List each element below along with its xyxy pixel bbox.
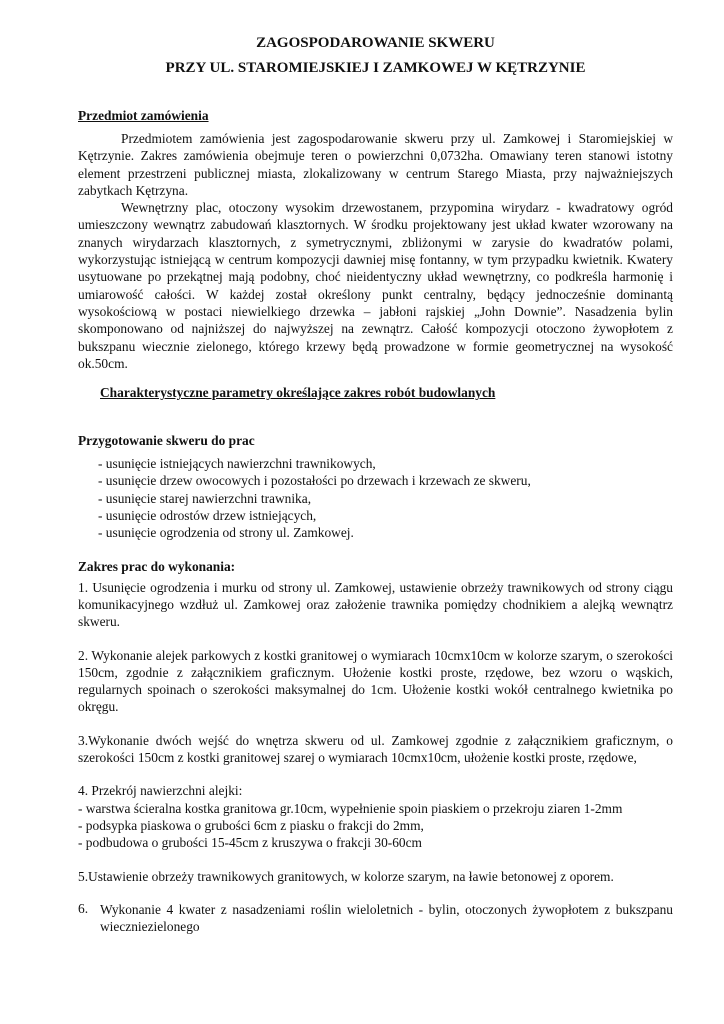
work-item-5 bbox=[78, 868, 673, 885]
work-item-1-text: 1. Usunięcie ogrodzenia i murku od strony ul. Zamkowej, ustawienie obrzeży trawnikowych od strony ciągu komunikacyjnego wzdłuż ul. Zamkowej oraz założenie trawnika pomiędzy chodnikiem a alejką wewnątrz skweru. bbox=[78, 579, 673, 630]
work-item-4 bbox=[78, 782, 673, 851]
work-item-2-text: 2. Wykonanie alejek parkowych z kostki granitowej o wymiarach 10cmx10cm w kolorze szarym, o szerokości 150cm, zgodnie z załącznikiem graficznym. Ułożenie kostki proste, rzędowe, bez wzoru o wąskich, regularnych spoinach o szerokości maksymalnej do 1cm. Ułożenie kostki wokół centralnego kwietnika po okręgu. bbox=[78, 647, 673, 715]
document-page bbox=[78, 28, 673, 935]
work-item-4-line: - podbudowa o grubości 15-45cm z kruszywa o frakcji 30-60cm bbox=[78, 835, 422, 851]
paragraph-przedmiot-1: Przedmiotem zamówienia jest zagospodarowanie skweru przy ul. Zamkowej i Staromiejskiej w Kętrzynie. Zakres zamówienia obejmuje teren o powierzchni 0,0732ha. Omawiany teren stanowi istotny element przestrzeni publicznej miasta, zlokalizowany w centrum Starego Miasta, przy najważniejszych zabytkach Kętrzyna. bbox=[78, 131, 673, 198]
work-item-6 bbox=[78, 901, 673, 936]
work-item-6-number: 6. bbox=[78, 900, 89, 916]
section-heading-zakres: Zakres prac do wykonania: bbox=[78, 558, 236, 574]
work-item-6-text: Wykonanie 4 kwater z nasadzeniami roślin wieloletnich - bylin, otoczonych żywopłotem z bukszpanu wieczniezielonego bbox=[100, 901, 673, 935]
work-item-4-line: - podsypka piaskowa o grubości 6cm z piasku o frakcji do 2mm, bbox=[78, 817, 424, 833]
list-item: - usunięcie istniejących nawierzchni trawnikowych, bbox=[98, 456, 376, 472]
document-title-line-2: PRZY UL. STAROMIEJSKIEJ I ZAMKOWEJ W KĘTRZYNIE bbox=[165, 60, 586, 76]
preparation-list bbox=[98, 455, 673, 541]
list-item: - usunięcie drzew owocowych i pozostałości po drzewach i krzewach ze skweru, bbox=[98, 473, 531, 489]
work-item-4-line: 4. Przekrój nawierzchni alejki: bbox=[78, 783, 243, 799]
paragraph-przedmiot-2: Wewnętrzny plac, otoczony wysokim drzewostanem, przypomina wirydarz - kwadratowy ogród umieszczony wewnątrz zabudowań klasztornych. W środku projektowany jest układ kwater wzorowany na znanych wirydarzach klasztornych, z symetrycznymi, zbliżonymi w zarysie do kwadratów polami, wykorzystując istniejącą w centrum kompozycji dawniej misę fontanny, w tym przypadku kwietnik. Kwatery usytuowane po przekątnej mają podobny, choć nieidentyczny układ wewnętrzny, co podkreśla harmonię i umiarowość całości. W każdej został określony punkt centralny, będący jednocześnie dominantą wysokościową w postaci niewielkiego drzewka – jabłoni rajskiej „John Downie”. Nasadzenia bylin skomponowano od najniższej do najwyższej na zewnątrz. Całość kompozycji otoczono żywopłotem z bukszpanu wiecznie zielonego, którego krzewy będą prowadzone w formie geometrycznej na wysokość ok.50cm. bbox=[78, 200, 673, 371]
list-item: - usunięcie ogrodzenia od strony ul. Zamkowej. bbox=[98, 525, 354, 541]
section-heading-parametry: Charakterystyczne parametry określające zakres robót budowlanych bbox=[100, 385, 496, 401]
work-item-2 bbox=[78, 647, 673, 716]
list-item: - usunięcie starej nawierzchni trawnika, bbox=[98, 490, 312, 506]
list-item: - usunięcie odrostów drzew istniejących, bbox=[98, 508, 317, 524]
section-heading-przygotowanie: Przygotowanie skweru do prac bbox=[78, 433, 255, 449]
work-item-5-text: 5.Ustawienie obrzeży trawnikowych granitowych, w kolorze szarym, na ławie betonowej z oporem. bbox=[78, 868, 614, 884]
work-item-3 bbox=[78, 732, 673, 767]
work-item-4-line: - warstwa ścieralna kostka granitowa gr.10cm, wypełnienie spoin piaskiem o przekroju ziaren 1-2mm bbox=[78, 800, 623, 816]
work-item-1 bbox=[78, 579, 673, 631]
section-heading-przedmiot: Przedmiot zamówienia bbox=[78, 108, 209, 123]
document-title-line-1: ZAGOSPODAROWANIE SKWERU bbox=[256, 35, 495, 51]
work-item-3-text: 3.Wykonanie dwóch wejść do wnętrza skweru od ul. Zamkowej zgodnie z załącznikiem graficznym, o szerokości 150cm z kostki granitowej szarej o wymiarach 10cmx10cm, ułożenie kostki proste, rzędowe, bbox=[78, 732, 673, 766]
